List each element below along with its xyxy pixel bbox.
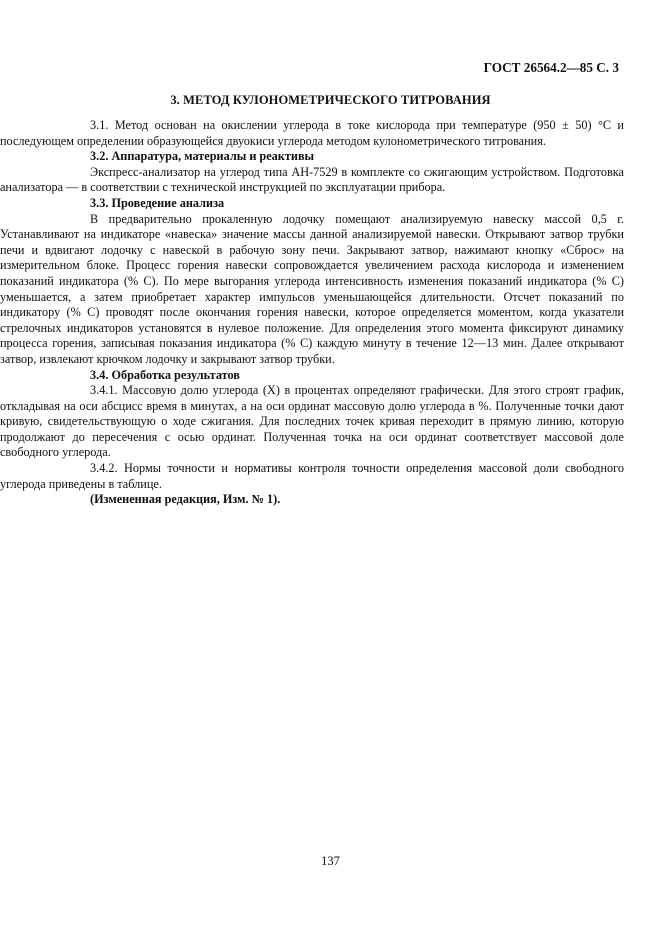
document-code-header: ГОСТ 26564.2—85 С. 3	[483, 60, 619, 75]
heading-3-2: 3.2. Аппаратура, материалы и реактивы	[90, 149, 315, 164]
section-title: 3. МЕТОД КУЛОНОМЕТРИЧЕСКОГО ТИТРОВАНИЯ	[170, 93, 491, 107]
paragraph-3-2: Экспресс-анализатор на углерод типа АН-7529 в комплекте со сжигающим устройством. Подготовка анализатора — в соответствии с технической инструкцией по эксплуатации прибора.	[0, 164, 624, 195]
heading-3-3: 3.3. Проведение анализа	[90, 195, 225, 210]
heading-3-4: 3.4. Обработка результатов	[90, 367, 240, 382]
paragraph-3-3: В предварительно прокаленную лодочку помещают анализируемую навеску массой 0,5 г. Устанавливают на индикаторе «навеска» значение массы данной анализируемой навески. Открывают затвор трубки печи и вдвигают лодочку с навеской в рабочую зону печи. Закрывают затвор, нажимают кнопку «Сброс» на измерительном блоке. Процесс горения навески сопровождается увеличением расхода кислорода и изменением показаний индикатора (% С). По мере выгорания углерода интенсивность изменения показаний индикатора (% С) уменьшается, а затем приобретает характер импульсов уменьшающейся длительности. Отсчет показаний по индикатору (% С) проводят после окончания горения навески, которое определяется моментом, когда указатели стрелочных индикаторов установятся в нулевое положение. Для определения этого момента фиксируют динамику процесса горения, записывая показания индикатора (% С) каждую минуту в течение 12—13 мин. Далее открывают затвор, извлекают крючком лодочку и закрывают затвор трубки.	[0, 211, 624, 366]
paragraph-3-4-2: 3.4.2. Нормы точности и нормативы контроля точности определения массовой доли свободного углерода приведены в таблице.	[0, 461, 624, 491]
paragraph-3-1: 3.1. Метод основан на окислении углерода в токе кислорода при температуре (950 ± 50) °С и последующем определении образующейся двуокиси углерода методом кулонометрического титрования.	[0, 118, 624, 148]
paragraph-3-4-1: 3.4.1. Массовую долю углерода (X) в процентах определяют графически. Для этого строят график, откладывая на оси абсцисс время в минутах, а на оси ординат массовую долю углерода в %. Полученные точки дают кривую, свидетельствующую о ходе сжигания. Для последних точек кривая переходит в прямую линию, которую продолжают до пересечения с осью ординат. Полученная точка на оси ординат соответствует массовой доле свободного углерода.	[0, 383, 624, 460]
amendment-note: (Измененная редакция, Изм. № 1).	[90, 492, 281, 507]
page-number: 137	[321, 854, 340, 868]
document-body	[0, 118, 624, 508]
